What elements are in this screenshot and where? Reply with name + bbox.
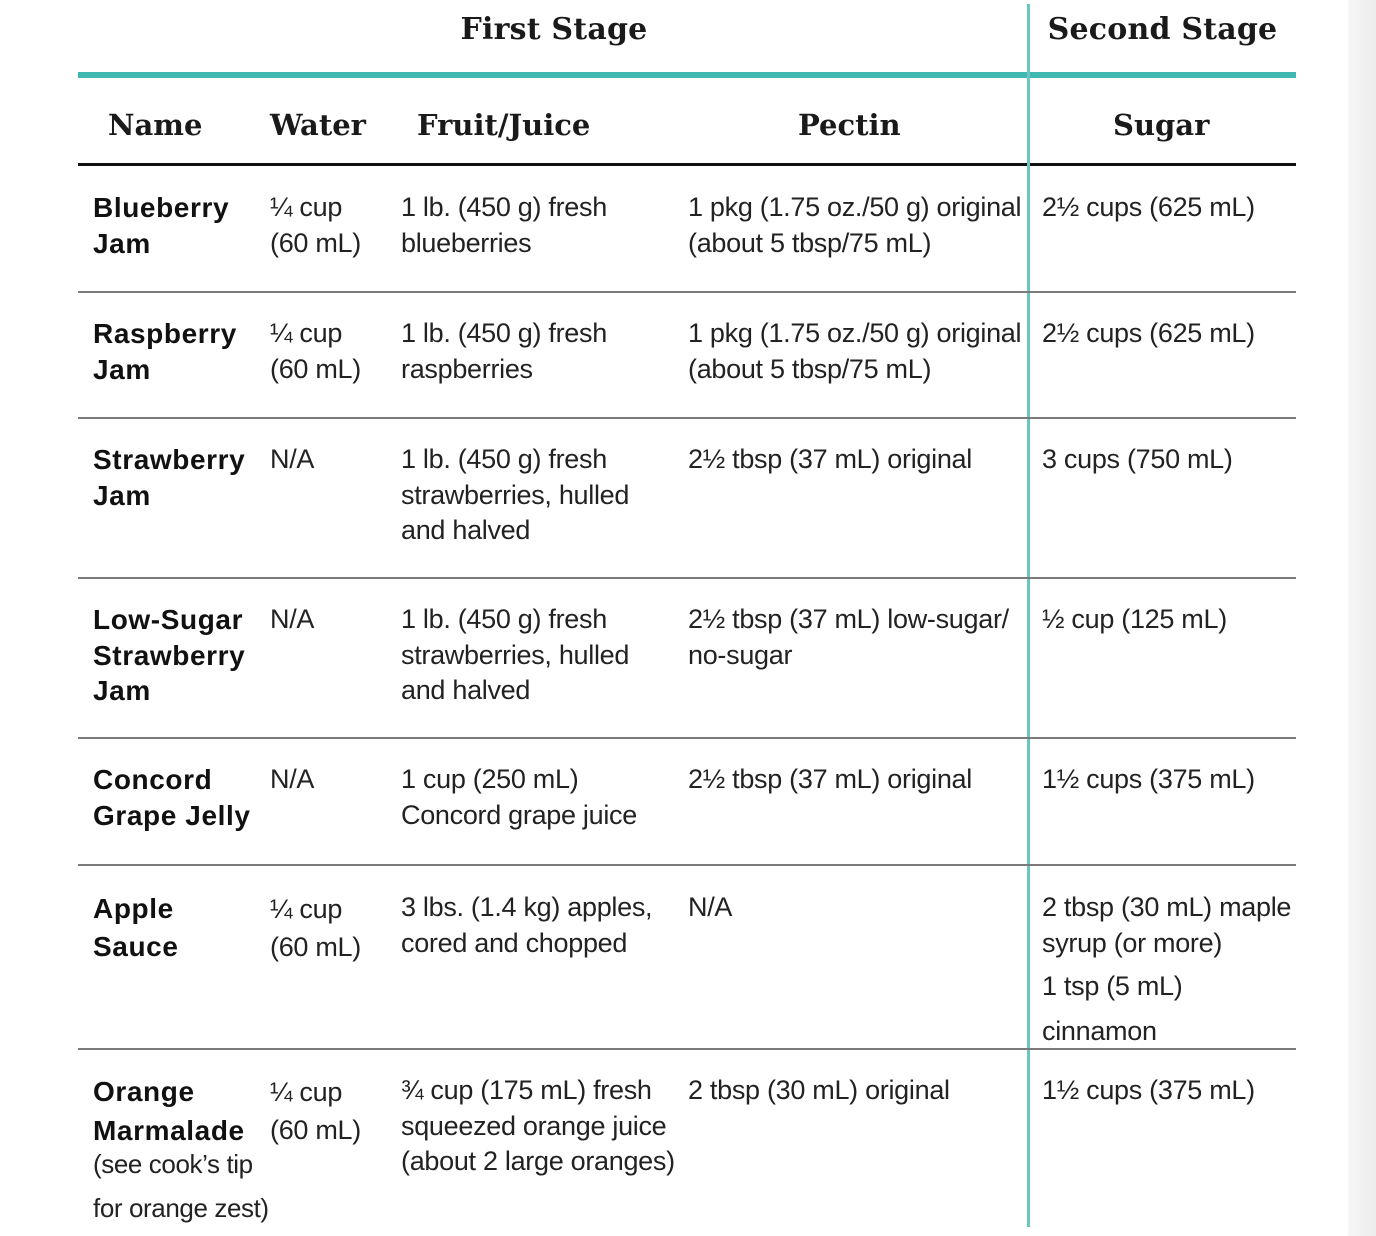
row-pectin (688, 316, 1021, 387)
row-water (270, 316, 361, 387)
text-line: 2 tbsp (30 mL) maple (1042, 892, 1292, 922)
row-name (93, 316, 237, 387)
text-line: Concord grape juice (401, 799, 637, 830)
row-fruit-juice (401, 1073, 675, 1180)
row-water (270, 442, 314, 478)
row-divider (78, 417, 1296, 419)
row-fruit-juice (401, 442, 629, 549)
text-line: 2½ cups (625 mL) (1042, 318, 1255, 348)
text-line: Orange (93, 1076, 195, 1107)
text-line: 3 cups (750 mL) (1042, 444, 1233, 474)
row-fruit-juice (401, 762, 637, 833)
row-name (93, 442, 245, 513)
row-pectin (688, 762, 972, 798)
row-sugar-extra: cinnamon (1042, 1015, 1157, 1046)
text-line: Strawberry (93, 444, 246, 475)
second-stage-heading: Second Stage (1047, 12, 1278, 47)
text-line: ½ cup (125 mL) (1042, 604, 1227, 634)
text-line: Jam (93, 353, 151, 385)
text-line: N/A (270, 444, 315, 474)
row-divider (78, 291, 1296, 293)
text-line: N/A (688, 892, 733, 922)
row-sugar-extra: 1 tsp (5 mL) (1042, 971, 1183, 1001)
text-line: Low-Sugar (93, 604, 244, 635)
text-line: (60 mL) (270, 353, 361, 384)
text-line: strawberries, hulled (401, 479, 630, 510)
row-water (270, 762, 314, 798)
text-line: 2½ cups (625 mL) (1042, 192, 1255, 222)
row-sugar (1042, 890, 1291, 1049)
text-line: Concord (93, 764, 213, 795)
row-divider (78, 737, 1296, 739)
text-line: ¼ cup (270, 192, 343, 222)
row-divider (78, 1048, 1296, 1050)
text-line: and halved (401, 675, 531, 705)
text-line: 1 lb. (450 g) fresh (401, 444, 607, 474)
text-line: Jam (93, 227, 151, 259)
text-line: Apple (93, 893, 174, 924)
row-fruit-juice (401, 190, 607, 261)
row-fruit-juice (401, 316, 607, 387)
text-line: Jam (93, 675, 151, 706)
text-line: 2½ tbsp (37 mL) original (688, 444, 972, 474)
text-line: 1 lb. (450 g) fresh (401, 192, 607, 222)
text-line: (60 mL) (270, 227, 361, 258)
text-line: raspberries (401, 353, 533, 384)
row-water (270, 1073, 361, 1149)
row-divider (78, 864, 1296, 866)
text-line: 1 cup (250 mL) (401, 764, 579, 794)
text-line: (about 5 tbsp/75 mL) (688, 353, 932, 384)
row-fruit-juice (401, 602, 629, 709)
text-line: 1½ cups (375 mL) (1042, 764, 1255, 794)
text-line: cored and chopped (401, 927, 628, 958)
text-line: 1 pkg (1.75 oz./50 g) original (688, 192, 1022, 222)
text-line: squeezed orange juice (401, 1110, 667, 1141)
row-name (93, 602, 245, 709)
text-line: (about 2 large oranges) (401, 1146, 675, 1176)
text-line: 1½ cups (375 mL) (1042, 1075, 1255, 1105)
header-fruit-juice: Fruit/Juice (417, 108, 591, 142)
text-line: (about 5 tbsp/75 mL) (688, 227, 932, 258)
header-name: Name (108, 108, 203, 142)
row-water (270, 190, 361, 261)
header-bottom-rule (78, 163, 1296, 166)
text-line: 1 pkg (1.75 oz./50 g) original (688, 318, 1022, 348)
row-sugar (1042, 1073, 1255, 1109)
text-line: (60 mL) (270, 1115, 361, 1145)
text-line: N/A (270, 764, 315, 794)
text-line: and halved (401, 515, 531, 545)
row-name (93, 190, 229, 261)
text-line: ¼ cup (270, 318, 343, 348)
text-line: ¼ cup (270, 894, 343, 924)
header-pectin: Pectin (798, 108, 901, 142)
text-line: Grape Jelly (93, 799, 251, 831)
row-pectin (688, 1073, 950, 1109)
row-name (93, 890, 179, 966)
text-line: 2½ tbsp (37 mL) low-sugar/ (688, 604, 1009, 634)
row-name-note: (see cook’s tip (93, 1149, 253, 1179)
stage-underline-rule (78, 72, 1296, 78)
row-pectin (688, 890, 732, 926)
header-sugar: Sugar (1113, 108, 1210, 142)
text-line: blueberries (401, 227, 532, 258)
text-line: Blueberry (93, 192, 230, 223)
text-line: Marmalade (93, 1114, 245, 1146)
text-line: syrup (or more) (1042, 927, 1223, 958)
text-line: 2 tbsp (30 mL) original (688, 1075, 950, 1105)
text-line: 3 lbs. (1.4 kg) apples, (401, 892, 653, 922)
text-line: Raspberry (93, 318, 237, 349)
row-name (93, 762, 251, 833)
row-sugar (1042, 762, 1255, 798)
text-line: Jam (93, 479, 151, 511)
text-line: Strawberry (93, 639, 246, 671)
header-water: Water (270, 108, 366, 142)
text-line: 2½ tbsp (37 mL) original (688, 764, 972, 794)
row-pectin (688, 602, 1009, 673)
text-line: (60 mL) (270, 932, 361, 962)
row-fruit-juice (401, 890, 652, 961)
row-sugar (1042, 442, 1233, 478)
page-edge-shadow (1348, 0, 1376, 1236)
text-line: ¼ cup (270, 1077, 343, 1107)
row-sugar (1042, 602, 1227, 638)
stage-divider (1027, 4, 1030, 1227)
text-line: ¾ cup (175 mL) fresh (401, 1075, 652, 1105)
row-sugar (1042, 190, 1255, 226)
row-water (270, 890, 361, 966)
text-line: strawberries, hulled (401, 639, 630, 670)
row-divider (78, 577, 1296, 579)
row-pectin (688, 442, 972, 478)
text-line: N/A (270, 604, 315, 634)
row-name-note: for orange zest) (93, 1193, 269, 1223)
row-sugar (1042, 316, 1255, 352)
text-line: no-sugar (688, 639, 793, 670)
text-line: Sauce (93, 931, 179, 962)
text-line: 1 lb. (450 g) fresh (401, 604, 607, 634)
first-stage-heading: First Stage (460, 12, 648, 47)
row-pectin (688, 190, 1021, 261)
text-line: 1 lb. (450 g) fresh (401, 318, 607, 348)
row-water (270, 602, 314, 638)
row-name (93, 1073, 269, 1226)
